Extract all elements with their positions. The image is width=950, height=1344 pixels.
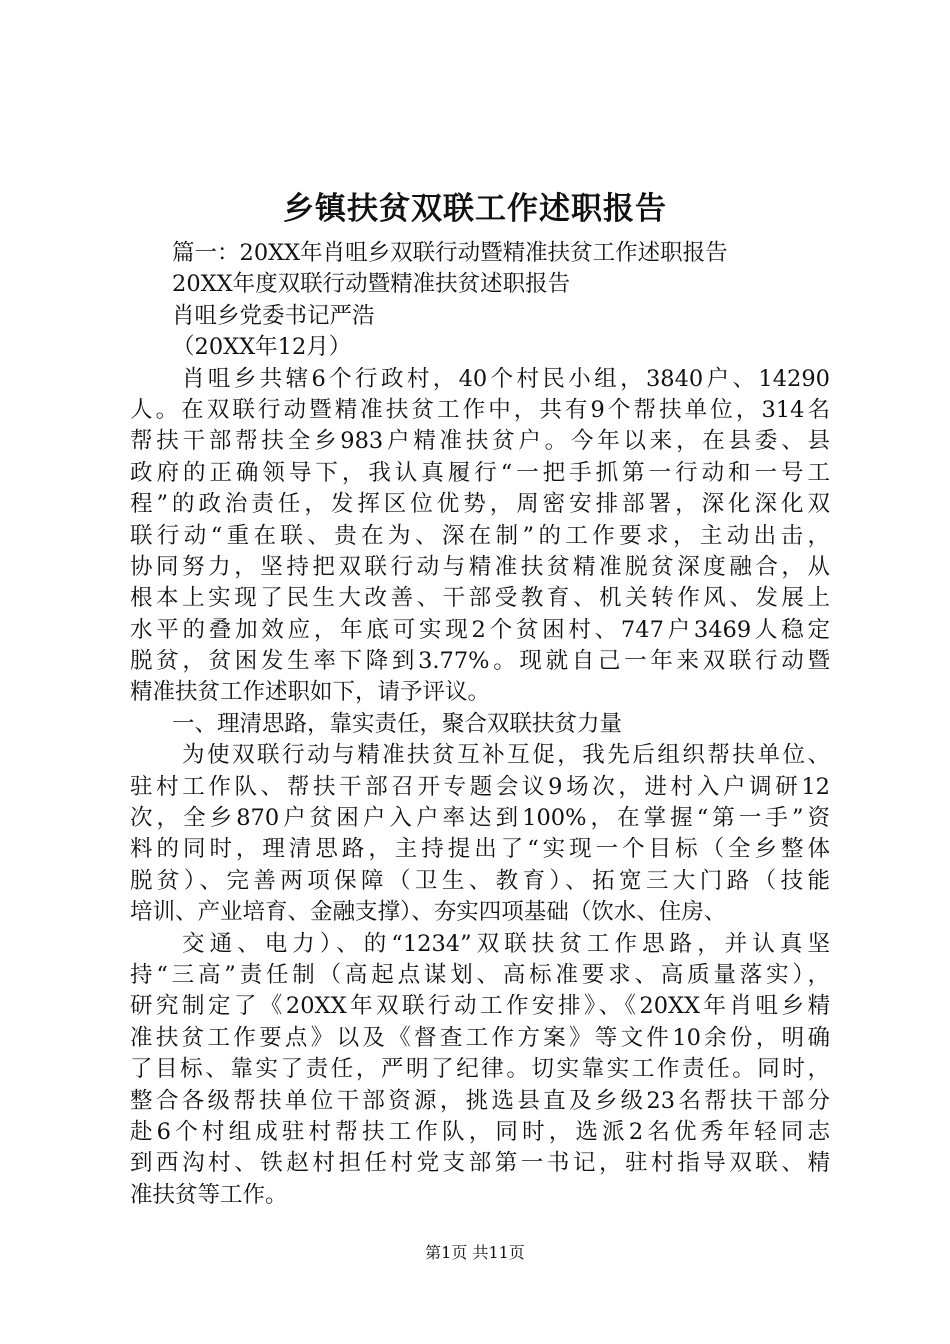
body-line: 赴6个村组成驻村帮扶工作队，同时，选派2名优秀年轻同志 — [130, 1118, 830, 1145]
body-line: 准扶贫等工作。 — [130, 1181, 288, 1208]
document-title: 乡镇扶贫双联工作述职报告 — [283, 191, 667, 227]
body-line: 一、理清思路，靠实责任，聚合双联扶贫力量 — [172, 710, 623, 737]
body-line: 联行动“重在联、贵在为、深在制”的工作要求，主动出击， — [130, 522, 830, 549]
body-line: 程”的政治责任，发挥区位优势，周密安排部署，深化深化双 — [130, 491, 830, 518]
body-line: 持“三高”责任制（高起点谋划、高标准要求、高质量落实）， — [130, 961, 830, 988]
body-line: 脱贫）、完善两项保障（卫生、教育）、拓宽三大门路（技能 — [130, 867, 830, 894]
body-line: 精准扶贫工作述职如下，请予评议。 — [130, 679, 491, 706]
body-line: 培训、产业培育、金融支撑）、夯实四项基础（饮水、住房、 — [130, 899, 727, 926]
body-line: 研究制定了《20XX年双联行动工作安排》、《20XX年肖咀乡精 — [130, 993, 830, 1020]
body-line: 到西沟村、铁赵村担任村党支部第一书记，驻村指导双联、精 — [130, 1150, 830, 1177]
body-line: 肖咀乡党委书记严浩 — [172, 302, 375, 329]
page-footer: 第1页 共11页 — [425, 1243, 525, 1262]
body-line: 驻村工作队、帮扶干部召开专题会议9场次，进村入户调研12 — [130, 773, 830, 800]
body-line: 料的同时，理清思路，主持提出了“实现一个目标（全乡整体 — [130, 836, 830, 863]
body-line: 脱贫，贫困发生率下降到3.77%。现就自己一年来双联行动暨 — [130, 648, 830, 675]
body-line: 协同努力，坚持把双联行动与精准扶贫精准脱贫深度融合，从 — [130, 553, 830, 580]
body-line: 篇一：20XX年肖咀乡双联行动暨精准扶贫工作述职报告 — [172, 240, 728, 266]
body-line: 了目标、靠实了责任，严明了纪律。切实靠实工作责任。同时， — [130, 1056, 830, 1083]
body-line: 根本上实现了民生大改善、干部受教育、机关转作风、发展上 — [130, 585, 830, 612]
body-line: 人。在双联行动暨精准扶贫工作中，共有9个帮扶单位，314名 — [130, 396, 830, 423]
body-line: 帮扶干部帮扶全乡983户精准扶贫户。今年以来，在县委、县 — [130, 428, 830, 455]
body-line: 次，全乡870户贫困户入户率达到100%，在掌握“第一手”资 — [130, 805, 830, 832]
body-line: 准扶贫工作要点》以及《督查工作方案》等文件10余份，明确 — [130, 1024, 830, 1051]
body-line: 20XX年度双联行动暨精准扶贫述职报告 — [172, 271, 571, 298]
body-line: 肖咀乡共辖6个行政村，40个村民小组，3840户、14290 — [182, 365, 830, 392]
body-line: （20XX年12月） — [172, 334, 352, 361]
body-line: 政府的正确领导下，我认真履行“一把手抓第一行动和一号工 — [130, 459, 830, 486]
body-line: 为使双联行动与精准扶贫互补互促，我先后组织帮扶单位、 — [182, 742, 830, 769]
document-body — [130, 238, 830, 1211]
body-line: 整合各级帮扶单位干部资源，挑选县直及乡级23名帮扶干部分 — [130, 1087, 830, 1114]
body-line: 交通、电力）、的“1234”双联扶贫工作思路，并认真坚 — [182, 930, 830, 957]
body-line: 水平的叠加效应，年底可实现2个贫困村、747户3469人稳定 — [130, 616, 830, 643]
